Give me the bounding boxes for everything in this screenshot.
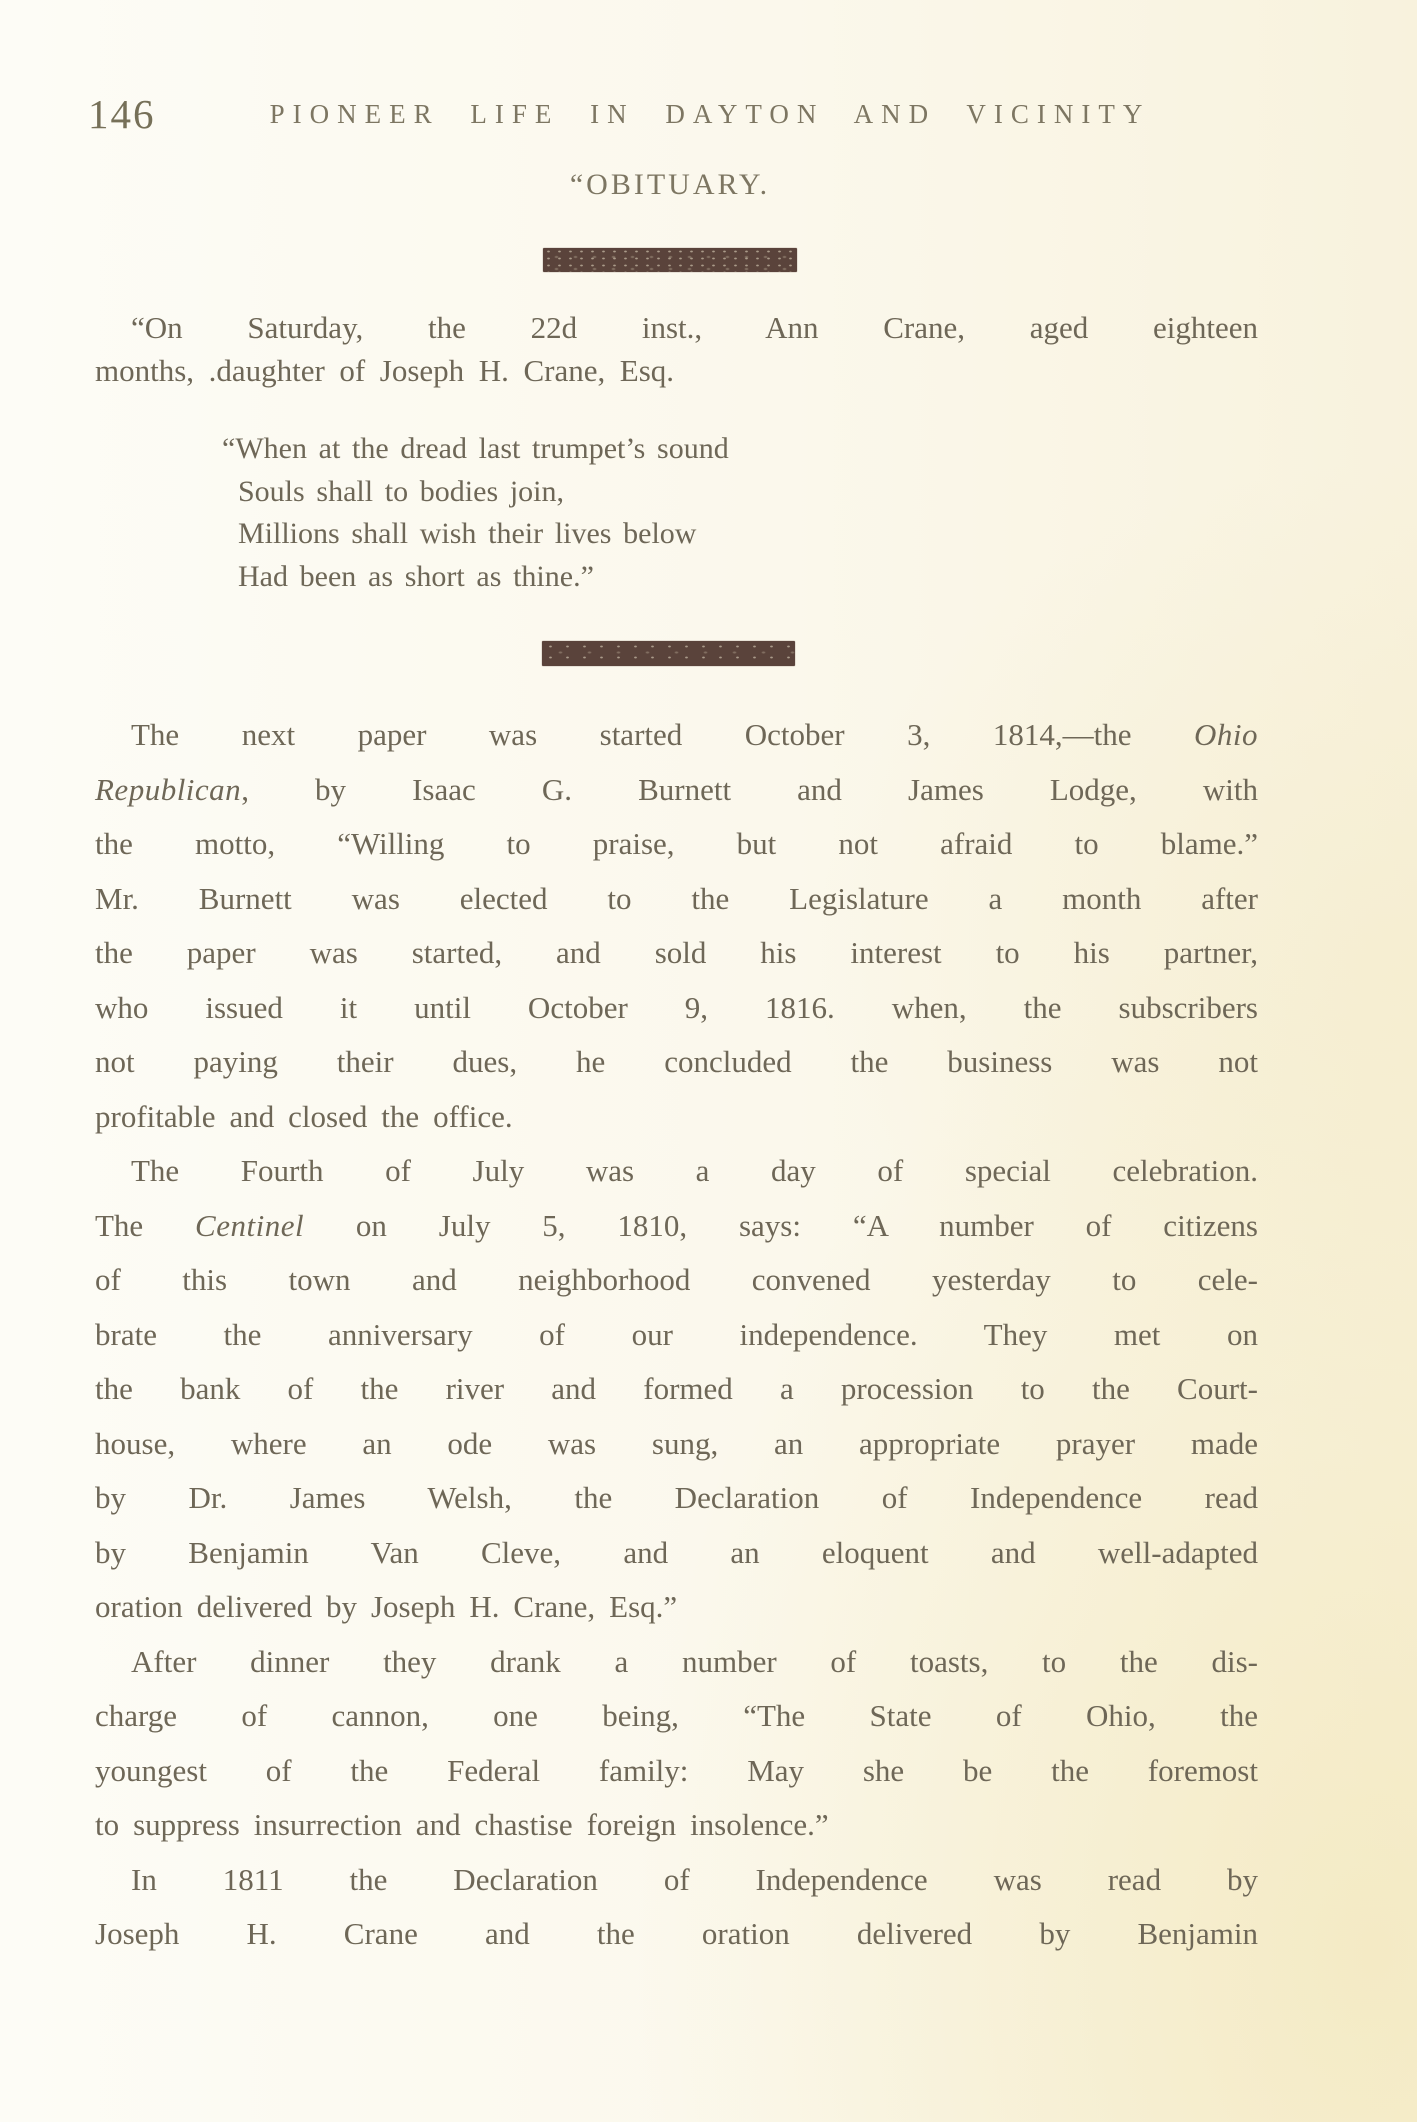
text-line: Millions shall wish their lives below [238, 517, 697, 550]
text-line: to suppress insurrection and chastise foreign insolence.” [95, 1807, 829, 1842]
running-header: PIONEER LIFE IN DAYTON AND VICINITY [269, 99, 1151, 129]
text-line: the paper was started, and sold his interest to his partner, [95, 935, 1258, 970]
text-line: charge of cannon, one being, “The State of Ohio, the [95, 1698, 1258, 1733]
text-line: months, .daughter of Joseph H. Crane, Esq. [95, 353, 675, 388]
obituary-paragraph [95, 306, 1258, 392]
text-line: Mr. Burnett was elected to the Legislature a month after [95, 880, 1258, 916]
paragraph [95, 1144, 1258, 1635]
text-line: the motto, “Willing to praise, but not afraid to blame.” [95, 826, 1258, 861]
text-line: the bank of the river and formed a procession to the Court- [95, 1371, 1258, 1406]
text-line: Joseph H. Crane and the oration delivered by Benjamin [95, 1916, 1258, 1951]
text-line: “When at the dread last trumpet’s sound [222, 432, 729, 465]
verse-block [222, 428, 729, 598]
section-heading: “OBITUARY. [569, 168, 771, 201]
text-line: by Benjamin Van Cleve, and an eloquent and well-adapted [95, 1534, 1258, 1570]
text-line: Republican, by Isaac G. Burnett and James Lodge, with [95, 771, 1258, 807]
printers-rule-bottom [542, 641, 795, 666]
text-line: not paying their dues, he concluded the business was not [95, 1044, 1258, 1079]
text-line: brate the anniversary of our independence. They met on [95, 1316, 1258, 1352]
text-line: oration delivered by Joseph H. Crane, Esq.” [95, 1589, 678, 1624]
text-line: In 1811 the Declaration of Independence was read by [131, 1861, 1258, 1897]
text-line: youngest of the Federal family: May she be the foremost [95, 1752, 1258, 1788]
printers-rule-top [543, 248, 797, 272]
text-line: The next paper was started October 3, 1814,—the Ohio [131, 717, 1258, 752]
text-line: Souls shall to bodies join, [238, 474, 564, 508]
text-line: profitable and closed the office. [95, 1098, 513, 1134]
text-line: Had been as short as thine.” [238, 559, 594, 593]
text-line: The Centinel on July 5, 1810, says: “A number of citizens [95, 1207, 1258, 1243]
paragraph [95, 1853, 1258, 1962]
text-line: “On Saturday, the 22d inst., Ann Crane, aged eighteen [131, 310, 1258, 345]
page-number: 146 [88, 91, 156, 137]
text-line: house, where an ode was sung, an appropriate prayer made [95, 1425, 1258, 1461]
text-line: After dinner they drank a number of toasts, to the dis- [131, 1643, 1258, 1679]
paragraph [95, 708, 1258, 1144]
text-line: who issued it until October 9, 1816. when, the subscribers [95, 989, 1258, 1025]
text-line: of this town and neighborhood convened yesterday to cele- [95, 1262, 1258, 1297]
paragraph [95, 1635, 1258, 1853]
text-line: The Fourth of July was a day of special celebration. [131, 1153, 1258, 1188]
body-text [95, 708, 1258, 1962]
text-line: by Dr. James Welsh, the Declaration of Independence read [95, 1480, 1258, 1515]
